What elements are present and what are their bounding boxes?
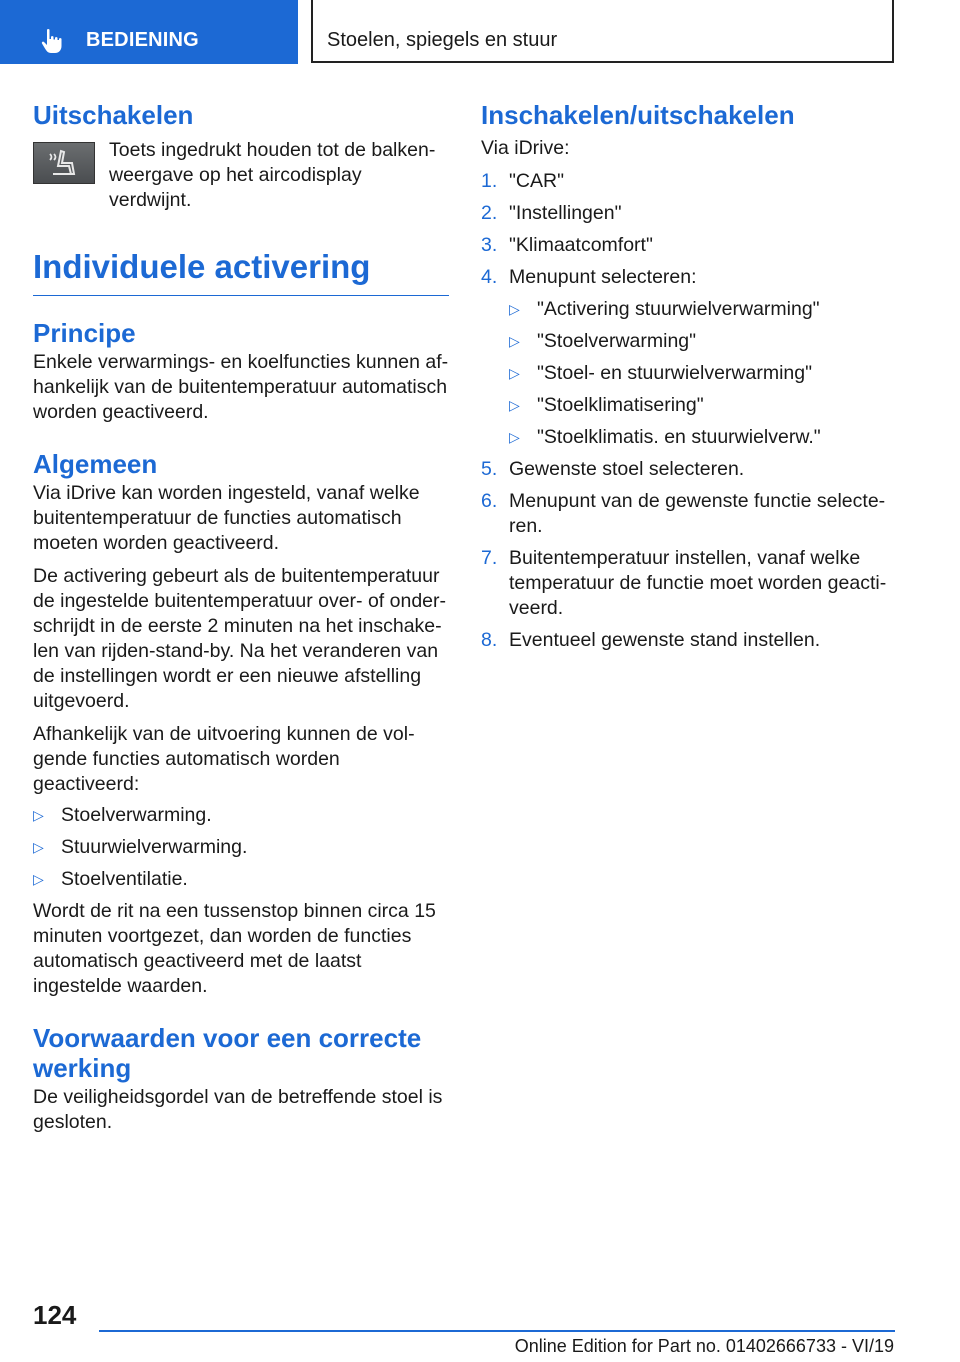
menu-option-item	[509, 361, 897, 386]
menu-option-text: "Stoel- en stuurwielverwarming"	[537, 362, 813, 384]
triangle-bullet-icon: ▷	[33, 807, 44, 823]
step-text: Menupunt van de gewenste functie selecteren.	[509, 490, 886, 537]
heading-voorwaarden: Voorwaarden voor een correcte werking	[33, 1023, 422, 1083]
step-number: 1.	[481, 170, 498, 192]
step-text: "Instellingen"	[509, 202, 622, 224]
step-text: "Klimaatcomfort"	[509, 234, 653, 256]
edition-text: Online Edition for Part no. 01402666733 - VI/19	[514, 1336, 894, 1356]
algemeen-paragraph-4: Wordt de rit na een tussenstop binnen circa 15 minuten voortgezet, dan worden de functies automatisch geactiveerd met de laatst ingestelde waarden.	[33, 900, 436, 997]
list-item	[33, 867, 449, 892]
step-text: "CAR"	[509, 170, 565, 192]
function-list	[33, 803, 449, 892]
heading-principe: Principe	[33, 318, 136, 348]
step-number: 8.	[481, 629, 498, 651]
step-number: 4.	[481, 266, 498, 288]
step-text: Eventueel gewenste stand instellen.	[509, 629, 821, 651]
menu-option-text: "Stoelklimatisering"	[537, 394, 704, 416]
menu-option-item	[509, 425, 897, 450]
triangle-bullet-icon: ▷	[509, 333, 520, 349]
uitschakelen-text: Toets ingedrukt houden tot de balkenweergave op het aircodisplay verdwijnt.	[109, 139, 436, 211]
step-item	[481, 169, 897, 194]
algemeen-paragraph-2: De activering gebeurt als de buitentemperatuur de ingestelde buitentemperatuur over- of onderschrijdt in de eerste 2 minuten na het inschakelen van rijden-stand-by. Na het veranderen van de instellingen wordt er een nieuwe afstelling uitgevoerd.	[33, 565, 447, 712]
triangle-bullet-icon: ▷	[509, 365, 520, 381]
step-number: 6.	[481, 490, 498, 512]
section-header	[311, 0, 894, 63]
step-item	[481, 489, 897, 539]
list-item-text: Stuurwielverwarming.	[61, 836, 248, 858]
chapter-label: BEDIENING	[86, 29, 199, 51]
algemeen-paragraph-3: Afhankelijk van de uitvoering kunnen de volgende functies automatisch worden geactiveerd:	[33, 723, 415, 795]
step-item	[481, 546, 897, 621]
step-item	[481, 265, 897, 450]
step-item	[481, 457, 897, 482]
triangle-bullet-icon: ▷	[509, 429, 520, 445]
menu-option-text: "Stoelklimatis. en stuurwielverw."	[537, 426, 821, 448]
chapter-tab	[0, 0, 298, 64]
step-number: 2.	[481, 202, 498, 224]
list-item	[33, 803, 449, 828]
list-item-text: Stoelventilatie.	[61, 868, 188, 890]
intro-text: Via iDrive:	[481, 137, 570, 159]
step-item	[481, 233, 897, 258]
step-text: Gewenste stoel selecteren.	[509, 458, 745, 480]
algemeen-paragraph-1: Via iDrive kan worden ingesteld, vanaf welke buitentemperatuur de functies automatisch moeten worden geactiveerd.	[33, 482, 420, 554]
menu-option-item	[509, 329, 897, 354]
left-column	[33, 100, 449, 1135]
triangle-bullet-icon: ▷	[33, 839, 44, 855]
menu-option-item	[509, 393, 897, 418]
menu-option-item	[509, 297, 897, 322]
heading-algemeen: Algemeen	[33, 449, 158, 479]
triangle-bullet-icon: ▷	[509, 301, 520, 317]
steps-list	[481, 169, 897, 653]
voorwaarden-text: De veiligheidsgordel van de betreffende stoel is gesloten.	[33, 1086, 443, 1133]
seat-heating-button-icon	[33, 142, 95, 184]
triangle-bullet-icon: ▷	[509, 397, 520, 413]
right-column	[481, 100, 897, 660]
step-number: 7.	[481, 547, 498, 569]
step-item	[481, 201, 897, 226]
list-item	[33, 835, 449, 860]
triangle-bullet-icon: ▷	[33, 871, 44, 887]
footer-divider	[99, 1330, 895, 1332]
list-item-text: Stoelverwarming.	[61, 804, 212, 826]
heading-uitschakelen: Uitschakelen	[33, 100, 194, 130]
menu-option-list	[509, 297, 897, 450]
step-number: 3.	[481, 234, 498, 256]
page-number: 124	[33, 1300, 77, 1330]
page-title: Individuele activering	[33, 247, 449, 296]
menu-option-text: "Stoelverwarming"	[537, 330, 697, 352]
section-title: Stoelen, spiegels en stuur	[327, 29, 558, 51]
step-item	[481, 628, 897, 653]
heading-inschakelen: Inschakelen/uitschakelen	[481, 100, 795, 130]
principe-text: Enkele verwarmings- en koelfuncties kunnen afhankelijk van de buitentemperatuur automatisch worden geactiveerd.	[33, 351, 449, 423]
uitschakelen-row	[33, 138, 449, 213]
step-number: 5.	[481, 458, 498, 480]
menu-option-text: "Activering stuurwielverwarming"	[537, 298, 820, 320]
step-text: Menupunt selecteren:	[509, 266, 697, 288]
hand-pointer-icon	[38, 27, 66, 55]
step-text: Buitentemperatuur instellen, vanaf welke temperatuur de functie moet worden geactiveerd.	[509, 547, 887, 619]
